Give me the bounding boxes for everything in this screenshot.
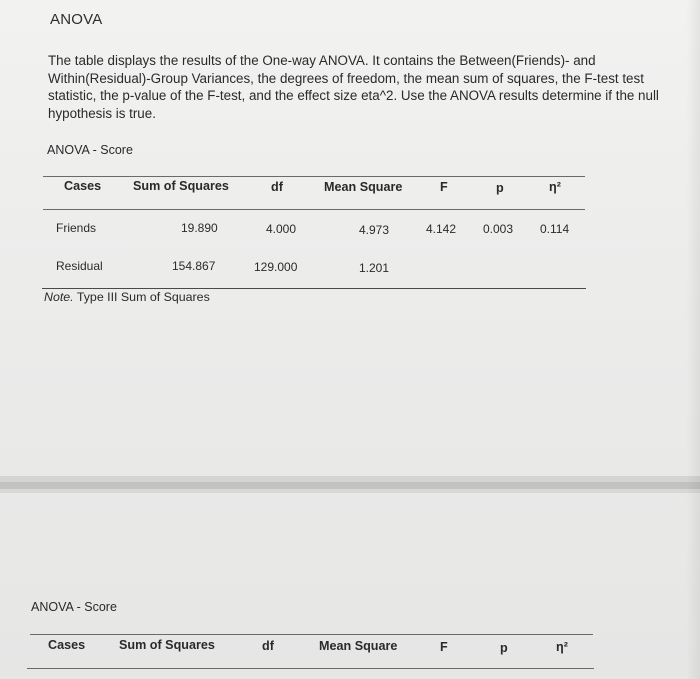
table1-header-df: df [271,180,283,194]
table1-header-rule [43,209,585,210]
page-edge-shadow [686,0,700,679]
table1-caption: ANOVA - Score [47,143,133,157]
description-paragraph: The table displays the results of the One-way ANOVA. It contains the Between(Friends)- and Within(Residual)-Group Variances, the degrees of freedom, the mean sum of squares, the F-test test statistic, the p-value of the F-test, and the effect size eta^2. Use the ANOVA results determine if the null hypothesis is true. [48,53,659,121]
table2-header-p: p [500,641,508,655]
table2-header-rule [27,668,594,669]
table1-note [44,290,210,304]
table2-header-mean-square: Mean Square [319,639,398,653]
table2-header-eta: η² [556,640,568,654]
friends-eta: 0.114 [540,222,570,236]
friends-df: 4.000 [266,222,297,236]
table2-header-df: df [262,639,274,653]
residual-mean-square: 1.201 [359,261,390,275]
note-label: Note. [44,290,74,304]
row-label-residual: Residual [56,259,103,273]
note-text: Type III Sum of Squares [76,290,210,304]
table2-header-sum-of-squares: Sum of Squares [119,638,215,652]
table1-header-f: F [440,180,448,194]
friends-sum-of-squares: 19.890 [181,221,218,235]
friends-mean-square: 4.973 [359,223,390,237]
table1-top-rule [43,176,585,177]
table1-header-p: p [496,181,504,195]
section-heading: ANOVA [50,11,103,28]
table1-header-cases: Cases [64,179,102,193]
table1-bottom-rule [42,288,586,289]
table2-caption: ANOVA - Score [31,600,117,614]
table1-header-mean-square: Mean Square [324,180,403,194]
divider-band-light [0,489,700,493]
table1-header-sum-of-squares: Sum of Squares [133,179,229,193]
residual-sum-of-squares: 154.867 [172,259,216,273]
row-label-friends: Friends [56,221,97,235]
residual-df: 129.000 [254,260,298,274]
table2-header-cases: Cases [48,638,86,652]
table2-top-rule [30,634,593,635]
friends-f: 4.142 [426,222,457,236]
friends-p: 0.003 [483,222,514,236]
table2-header-f: F [440,640,448,654]
table1-header-eta: η² [549,180,561,194]
divider-band [0,482,700,489]
